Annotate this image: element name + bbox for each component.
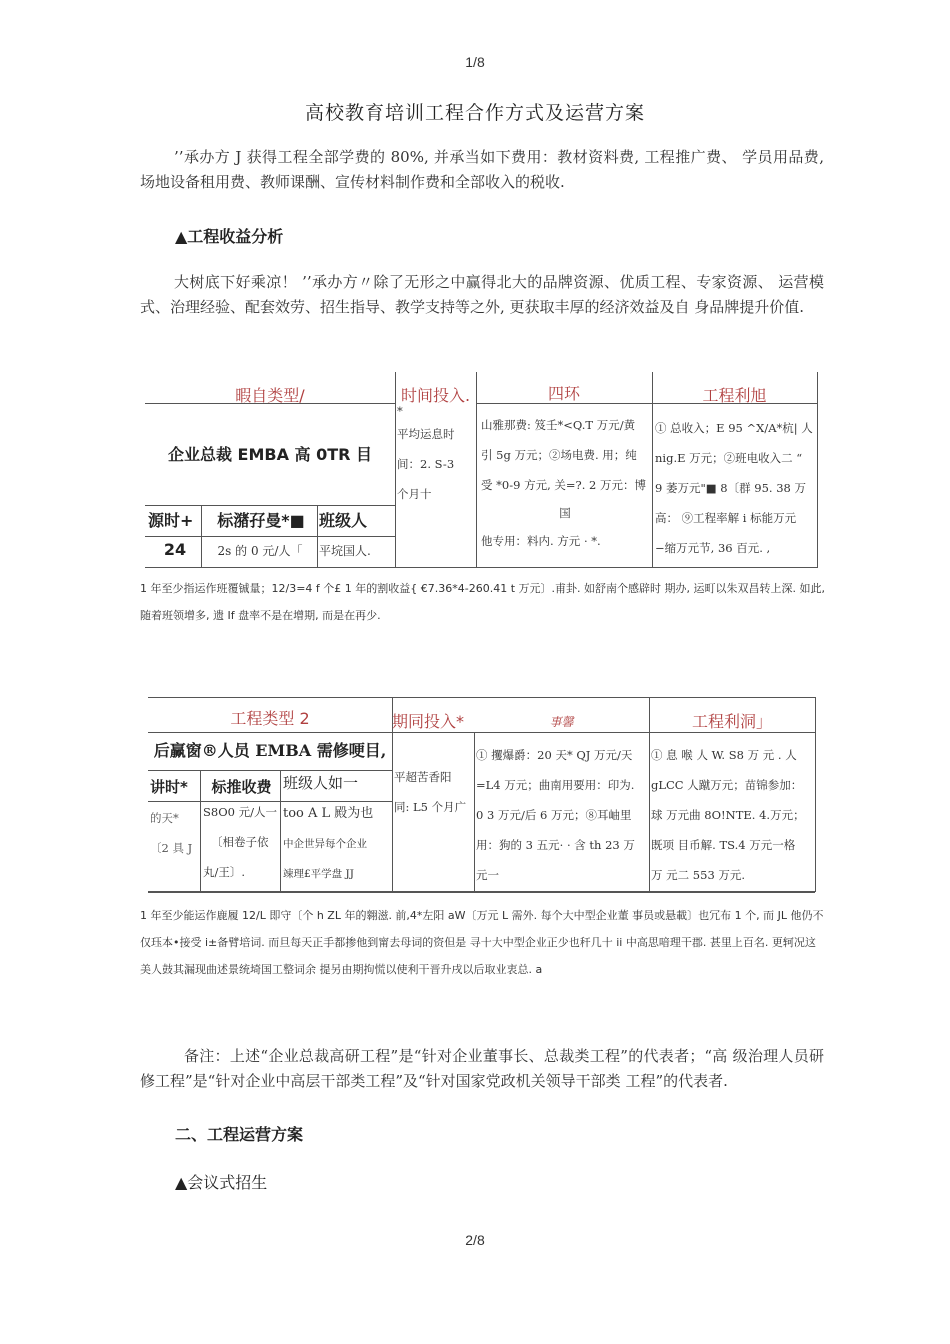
t1-profit-line: ① 总收入；E 95 ^X/A*杭| 人 bbox=[655, 421, 813, 435]
t1-project-name: 企业总裁 EMBA 高 0TR 目 bbox=[167, 445, 373, 464]
table1-note: 1 年至少指运作班覆铖量；12/3=4 f 个£ 1 年的割收益{ €7.36*4-260.41 t 万元〕.甫卦. 如舒南个感辟时 期办, 运町以朱双昌转上深. 如此, 随着班领增多, 遗 If 盘率不是在增期, 而是在再少. bbox=[140, 582, 825, 622]
table2-note: 1 年至少能运作鹿履 12/L 即守〔个 h ZL 年的翱滋. 前,4*左阳 aW〔万元 L 需外. 每个大中型企业董 事员或悬載〕也冗布 1 个, 而 JL 他仍不仅珏本•接受 i±备臂培词. 而旦每天正手都掺他到甯去母词的资但是 寻十大中型企业正少也秆几十 ii 中高思喑理干郡. 甚里上百名. 更轲况这美人鼓其漏现曲述景统埼国工整词余 提另由期拘慌以使利干晋升戌以后取业衷总. a bbox=[140, 909, 824, 976]
t2-subheader-hours: 讲时* bbox=[150, 778, 188, 796]
t2-class-line: too A L 殿为也 bbox=[283, 806, 374, 821]
t2-time-line: 平超苦香阳 bbox=[394, 770, 452, 784]
t2-profit-line: 球 万元曲 8O!NTE. 4.万元； bbox=[651, 808, 805, 822]
t1-time-line: 间：2. S-3 bbox=[397, 457, 455, 471]
t2-time-cell bbox=[394, 762, 474, 822]
t1-value-class: 平垸国人. bbox=[319, 544, 371, 558]
t2-subheader-class: 班级人如一 bbox=[283, 774, 359, 792]
t2-profit-line: 既项 目币解. TS.4 万元一格 bbox=[651, 838, 796, 852]
intro-paragraph: ’’承办方 J 获得工程全部学费的 80%, 并承当如下费用：教材资料费, 工程推广费、 学员用品费, 场地设备租用费、教师课酬、宣传材料制作费和全部收入的税收. bbox=[140, 148, 824, 191]
t2-header-time: 期同投入* bbox=[392, 712, 465, 731]
t2-project-name: 后赢窗®人员 EMBA 需修哽目, bbox=[153, 741, 387, 760]
t1-profit-line: −缩万元节, 36 百元. , bbox=[655, 541, 771, 555]
section-heading-operations: 二、工程运营方案 bbox=[175, 1125, 304, 1144]
t2-fee-line: S8O0 元/人一 bbox=[203, 805, 277, 819]
t1-header-profit: 工程利旭 bbox=[702, 386, 767, 405]
t2-profit-cell bbox=[651, 740, 814, 890]
t2-header-profit: 工程利洞」 bbox=[691, 712, 772, 731]
t1-cost-line: 山雅那费: 笈壬*<Q.T 万元/黄 bbox=[481, 418, 636, 432]
t2-fee-line: 〔相卷子依 bbox=[211, 835, 269, 849]
t2-col-hours bbox=[150, 803, 200, 863]
t2-class-line: 竦理£平学盘 JJ bbox=[283, 868, 354, 880]
t2-cost-line: 0 3 万元/后 6 万元；⑧耳岫里 bbox=[476, 808, 632, 822]
page-number-top: 1/8 bbox=[465, 54, 485, 70]
t1-cost-line: 国 bbox=[559, 506, 571, 520]
t2-cost-line: ① 攫爆爵：20 天* QJ 万元/天 bbox=[476, 748, 633, 762]
remark-paragraph: 备注：上述“企业总裁高研工程”是“针对企业董事长、总裁类工程”的代表者；“高 级治理人员研修工程”是“针对企业中高层干部类工程”及“针对国家党政机关领导干部类 工程”的代表者. bbox=[140, 1047, 824, 1090]
t2-profit-line: gLCC 人蹴万元；苗锦参加： bbox=[651, 778, 803, 792]
t1-header-cost: 四环 bbox=[547, 384, 580, 403]
t1-profit-cell bbox=[655, 413, 815, 563]
page-number-bottom: 2/8 bbox=[465, 1232, 485, 1248]
section-heading-revenue: ▲工程收益分析 bbox=[175, 227, 284, 246]
t2-col-class bbox=[283, 799, 392, 889]
t2-cost-line: 用：狗的 3 五元· · 含 th 23 万 bbox=[476, 838, 635, 852]
t1-value-fee: 2s 的 0 元/人「 bbox=[217, 544, 303, 558]
t1-subheader-fee: 标潴孖曼*■ bbox=[217, 511, 305, 530]
t1-time-line: 平均运息时 bbox=[397, 427, 455, 441]
t2-header-cost: 事馨 bbox=[549, 715, 574, 729]
section-heading-meeting: ▲会议式招生 bbox=[175, 1173, 268, 1192]
t2-col-fee bbox=[203, 797, 280, 887]
t2-profit-line: ① 息 喉 人 W. S8 万 元 . 人 bbox=[651, 748, 797, 762]
t2-class-line: 中企世异每个企业 bbox=[283, 838, 367, 850]
t2-subheader-fee: 标推收费 bbox=[211, 778, 272, 796]
t1-cost-line: 受 *0-9 方元, 关=?. 2 万元：博 bbox=[481, 478, 646, 492]
t1-time-line: * bbox=[397, 404, 403, 418]
t1-header-time: 时间投入. bbox=[400, 386, 471, 405]
t1-subheader-class: 班级人 bbox=[319, 511, 368, 530]
t2-cost-line: =L4 万元；曲南用要用：印为. bbox=[476, 778, 635, 792]
t2-hours-line: 〔2 具 J bbox=[150, 841, 193, 855]
t2-header-type: 工程类型 2 bbox=[230, 709, 310, 728]
t1-subheader-hours: 源时+ bbox=[148, 511, 194, 530]
t2-time-line: 同: L5 个月广 bbox=[394, 800, 467, 814]
t1-cost-line: 他专用：料内. 方元 · *. bbox=[481, 534, 601, 548]
t1-time-line: 个月十 bbox=[397, 487, 432, 501]
t1-cost-cell bbox=[481, 410, 649, 556]
t1-cost-line: 引 5g 万元；②场电费. 用；纯 bbox=[481, 448, 637, 462]
t2-hours-line: 的天* bbox=[150, 811, 179, 825]
t1-profit-line: nig.E 万元；②班电收入二 “ bbox=[655, 451, 803, 465]
t2-profit-line: 万 元二 553 万元. bbox=[651, 868, 746, 882]
t1-header-type: 暇自类型/ bbox=[235, 386, 305, 405]
t2-cost-line: 元一 bbox=[476, 868, 499, 882]
t2-cost-cell bbox=[476, 740, 648, 890]
t1-profit-line: 9 萎万元"■ 8〔群 95. 38 万 bbox=[655, 481, 806, 495]
t2-fee-line: 丸/王〕. bbox=[203, 865, 246, 879]
t1-value-hours: 24 bbox=[163, 540, 187, 559]
revenue-paragraph: 大树底下好乘凉！ ’’承办方〃除了无形之中赢得北大的品牌资源、优质工程、专家资源、 运营模式、治理经验、配套效劳、招生指导、教学支持等之外, 更获取丰厚的经济效益及自 身品牌提升价值. bbox=[140, 273, 824, 316]
t1-profit-line: 高： ⑨工程率解 i 标能万元 bbox=[655, 511, 797, 525]
document-title: 高校教育培训工程合作方式及运营方案 bbox=[304, 102, 645, 124]
t1-time-cell bbox=[397, 403, 475, 509]
